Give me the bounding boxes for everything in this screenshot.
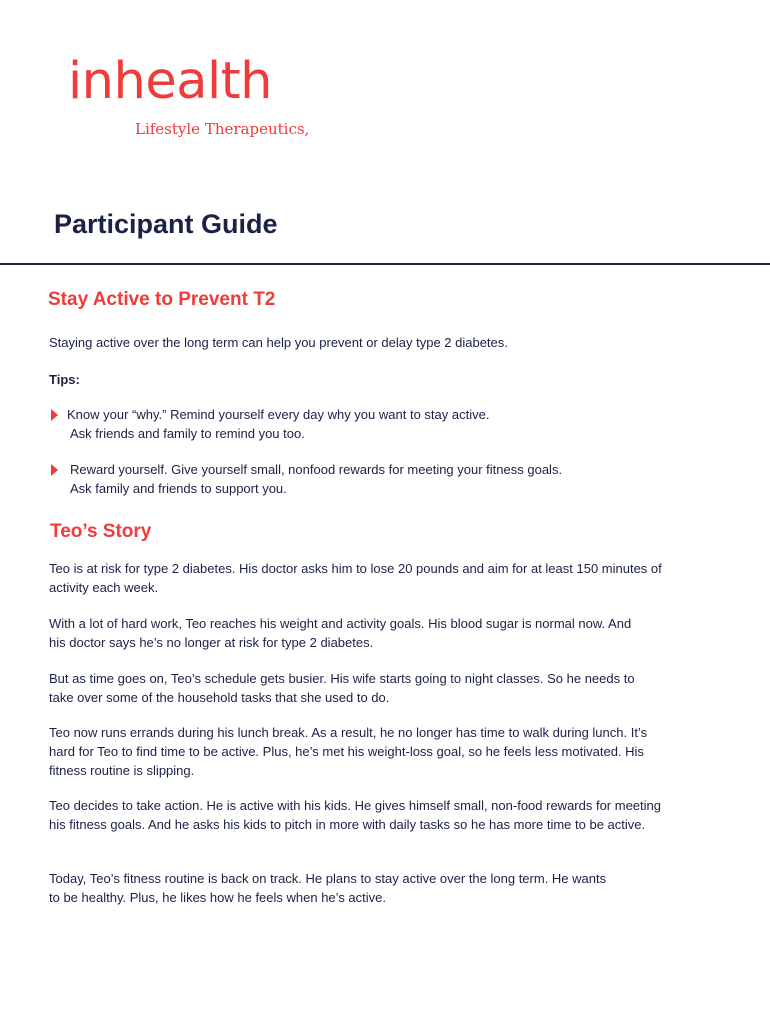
title-divider <box>0 263 770 265</box>
triangle-bullet-icon <box>51 464 58 476</box>
tip-line: Reward yourself. Give yourself small, nonfood rewards for meeting your fitness goals. <box>70 462 563 477</box>
logo-tagline: Lifestyle Therapeutics, <box>135 120 310 138</box>
inhealth-logo <box>68 52 310 138</box>
logo-wordmark: inhealth <box>68 52 272 111</box>
story-paragraph: With a lot of hard work, Teo reaches his weight and activity goals. His blood sugar is normal now. And his doctor says he’s no longer at risk for type 2 diabetes. <box>49 616 632 650</box>
intro-paragraph: Staying active over the long term can help you prevent or delay type 2 diabetes. <box>49 335 508 350</box>
tip-line: Ask family and friends to support you. <box>70 481 287 496</box>
section-heading-stay-active: Stay Active to Prevent T2 <box>48 289 276 310</box>
story-paragraph: Today, Teo’s fitness routine is back on track. He plans to stay active over the long term. He wants to be healthy. Plus, he likes how he feels when he’s active. <box>49 871 607 905</box>
story-paragraph: Teo is at risk for type 2 diabetes. His doctor asks him to lose 20 pounds and aim for at least 150 minutes of activity each week. <box>49 561 662 595</box>
story-paragraph: Teo decides to take action. He is active with his kids. He gives himself small, non-food rewards for meeting his fitness goals. And he asks his kids to pitch in more with daily tasks so he has more time to be active. <box>49 798 661 832</box>
tip-line: Know your “why.” Remind yourself every day why you want to stay active. <box>67 407 490 422</box>
section-heading-teos-story: Teo’s Story <box>50 521 152 542</box>
story-paragraph: Teo now runs errands during his lunch break. As a result, he no longer has time to walk during lunch. It’s hard for Teo to find time to be active. Plus, he’s met his weight-loss goal, so he feels less motivated. His fitness routine is slipping. <box>49 725 648 778</box>
story-paragraph: But as time goes on, Teo’s schedule gets busier. His wife starts going to night classes. So he needs to take over some of the household tasks that she used to do. <box>49 671 635 705</box>
tips-label: Tips: <box>49 372 80 387</box>
triangle-bullet-icon <box>51 409 58 421</box>
page-title: Participant Guide <box>54 209 278 239</box>
tip-line: Ask friends and family to remind you too. <box>70 426 305 441</box>
